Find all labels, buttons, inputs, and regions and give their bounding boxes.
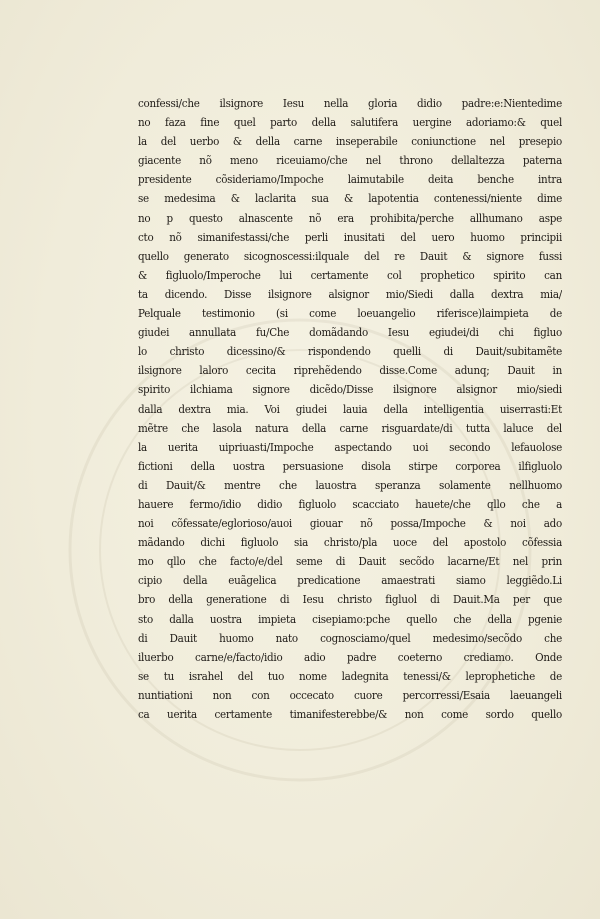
text-line: bro della generatione di Iesu christo figluol di Dauit.Ma per que: [138, 592, 562, 607]
text-line: ilsignore laloro cecita riprehẽdendo disse.Come adunq; Dauit in: [138, 363, 562, 378]
text-line: ta dicendo. Disse ilsignore alsignor mio/Siedi dalla dextra mia/: [138, 286, 562, 301]
text-line: giudei annullata fu/Che domãdando Iesu egiudei/di chi figluo: [138, 325, 562, 340]
text-line: noi cõfessate/eglorioso/auoi giouar nõ possa/Impoche & noi ado: [138, 516, 562, 531]
text-line: ca uerita certamente timanifesterebbe/& non come sordo quello: [138, 707, 562, 721]
text-line: di Dauit huomo nato cognosciamo/quel medesimo/secõdo che: [138, 630, 562, 645]
text-line: quello generato sicognoscessi:ilquale del re Dauit & signore fussi: [138, 248, 562, 263]
text-line: & figluolo/Imperoche lui certamente col prophetico spirito can: [138, 267, 562, 282]
text-line: lo christo dicessino/& rispondendo quelli di Dauit/subitamẽte: [138, 344, 562, 359]
text-line: se tu israhel del tuo nome ladegnita tenessi/& leprophetiche de: [138, 668, 562, 683]
text-line: presidente cõsideriamo/Impoche laimutabile deita benche intra: [138, 172, 562, 187]
text-line: di Dauit/& mentre che lauostra speranza solamente nellhuomo: [138, 477, 562, 492]
text-line: la del uerbo & della carne inseperabile coniunctione nel presepio: [138, 134, 562, 149]
text-line: Pelquale testimonio (si come loeuangelio riferisce)laimpieta de: [138, 306, 562, 321]
text-line: no faza fine quel parto della salutifera uergine adoriamo:& quel: [138, 115, 562, 130]
text-line: dalla dextra mia. Voi giudei lauia della intelligentia uiserrasti:Et: [138, 401, 562, 416]
text-line: sto dalla uostra impieta cisepiamo:pche quello che della pgenie: [138, 611, 562, 626]
text-line: confessi/che ilsignore Iesu nella gloria didio padre:e:Nientedime: [138, 96, 562, 110]
text-line: la uerita uipriuasti/Impoche aspectando uoi secondo lefauolose: [138, 439, 562, 454]
text-line: se medesima & laclarita sua & lapotentia contenessi/niente dime: [138, 191, 562, 206]
text-line: cto nõ simanifestassi/che perli inusitati del uero huomo principii: [138, 229, 562, 244]
text-line: mẽtre che lasola natura della carne risguardate/di tutta laluce del: [138, 420, 562, 435]
text-line: mãdando dichi figluolo sia christo/pla uoce del apostolo cõfessia: [138, 535, 562, 550]
text-line: hauere fermo/idio didio figluolo scacciato hauete/che qllo che a: [138, 496, 562, 511]
text-line: no p questo alnascente nõ era prohibita/perche allhumano aspe: [138, 210, 562, 225]
body-text: [138, 94, 562, 724]
text-line: mo qllo che facto/e/del seme di Dauit secõdo lacarne/Et nel prin: [138, 554, 562, 569]
text-line: iluerbo carne/e/facto/idio adio padre coeterno crediamo. Onde: [138, 649, 562, 664]
text-line: fictioni della uostra persuasione disola stirpe corporea ilfigluolo: [138, 458, 562, 473]
text-line: cipio della euãgelica predicatione amaestrati siamo leggiẽdo.Li: [138, 573, 562, 588]
text-line: spirito ilchiama signore dicẽdo/Disse ilsignore alsignor mio/siedi: [138, 382, 562, 397]
text-line: nuntiationi non con occecato cuore percorressi/Esaia laeuangeli: [138, 687, 562, 702]
text-line: giacente nõ meno riceuiamo/che nel throno dellaltezza paterna: [138, 153, 562, 168]
